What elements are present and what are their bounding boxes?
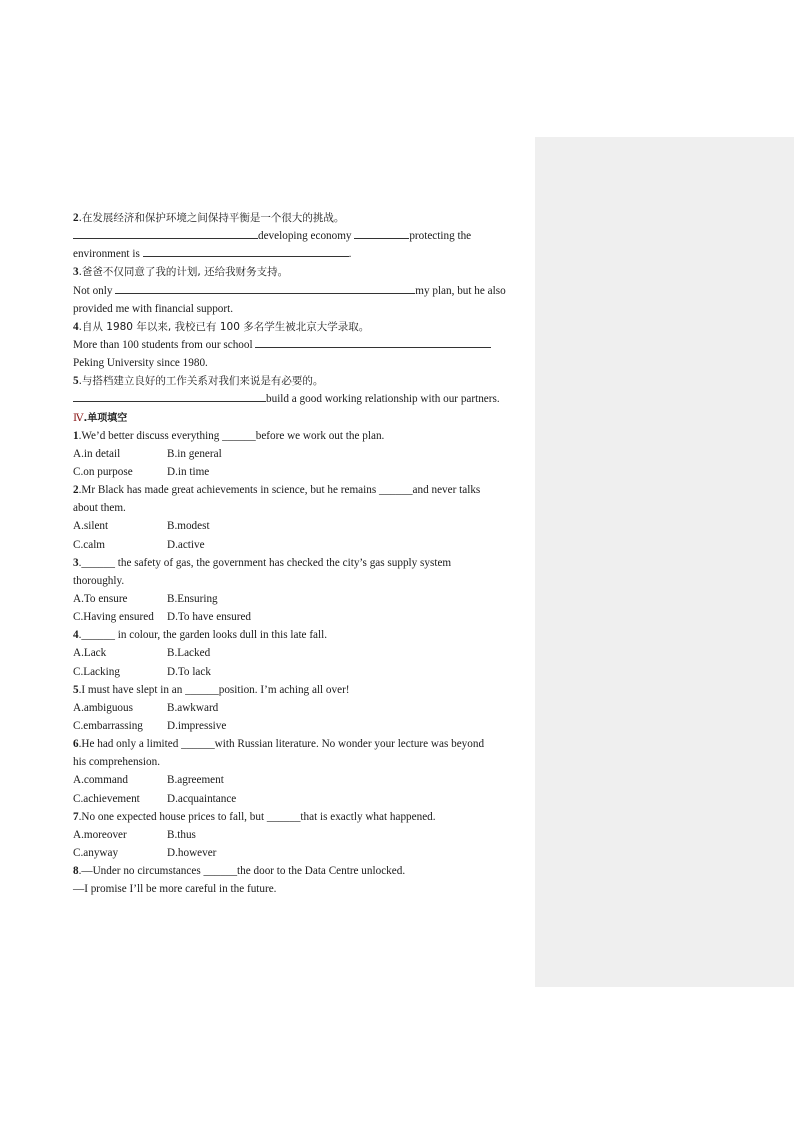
section-roman-numeral: Ⅳ xyxy=(73,412,84,424)
question-number: 7 xyxy=(73,810,79,823)
option-d[interactable]: D.To have ensured xyxy=(167,611,252,624)
mcq-question xyxy=(73,626,523,680)
options-row xyxy=(73,608,523,626)
option-a[interactable]: A.moreover xyxy=(73,828,127,841)
options-row xyxy=(73,463,523,481)
translation-q4-prompt xyxy=(73,318,523,336)
question-stem-line xyxy=(73,572,523,590)
chinese-prompt: .与搭档建立良好的工作关系对我们来说是有必要的。 xyxy=(78,375,324,388)
translation-q2-line1 xyxy=(73,227,523,245)
mcq-list xyxy=(73,427,523,862)
option-b[interactable]: B.Ensuring xyxy=(167,592,218,605)
question-number: 5 xyxy=(73,683,79,696)
question-stem: .I must have slept in an ______position. I’m aching all over! xyxy=(78,683,350,696)
translation-q3-line1 xyxy=(73,282,523,300)
option-c[interactable]: C.calm xyxy=(73,538,106,551)
mcq-question xyxy=(73,735,523,808)
answer-blank[interactable] xyxy=(143,245,349,257)
translation-q4-line1 xyxy=(73,336,523,354)
text: build a good working relationship with our partners. xyxy=(266,393,500,406)
text: Peking University since 1980. xyxy=(73,357,208,370)
option-d[interactable]: D.impressive xyxy=(167,719,227,732)
options-row xyxy=(73,644,523,662)
option-a[interactable]: A.command xyxy=(73,774,128,787)
options-row xyxy=(73,517,523,535)
question-number: 1 xyxy=(73,429,79,442)
text: Not only xyxy=(73,284,113,297)
mcq-question xyxy=(73,808,523,862)
question-stem: thoroughly. xyxy=(73,574,125,587)
option-c[interactable]: C.on purpose xyxy=(73,465,133,478)
options-row xyxy=(73,844,523,862)
option-c[interactable]: C.anyway xyxy=(73,846,119,859)
options-row xyxy=(73,663,523,681)
text: More than 100 students from our school xyxy=(73,338,253,351)
question-stem: about them. xyxy=(73,502,126,515)
section-title: .单项填空 xyxy=(83,412,128,424)
chinese-prompt: .自从 1980 年以来, 我校已有 100 多名学生被北京大学录取。 xyxy=(78,320,370,333)
text: environment is xyxy=(73,248,140,261)
question-number: 6 xyxy=(73,738,79,751)
option-c[interactable]: C.embarrassing xyxy=(73,719,143,732)
text: developing economy xyxy=(258,230,352,243)
question-number: 4 xyxy=(73,629,79,642)
options-row xyxy=(73,536,523,554)
answer-blank[interactable] xyxy=(255,336,491,348)
mcq-question xyxy=(73,554,523,627)
mcq-question xyxy=(73,681,523,735)
question-stem-line xyxy=(73,499,523,517)
option-b[interactable]: B.agreement xyxy=(167,774,224,787)
text: my plan, but he also xyxy=(415,284,506,297)
question-number: 8 xyxy=(73,865,79,878)
question-stem: .______ in colour, the garden looks dull in this late fall. xyxy=(78,629,328,642)
option-b[interactable]: B.Lacked xyxy=(167,647,211,660)
option-d[interactable]: D.To lack xyxy=(167,665,211,678)
question-stem: .We’d better discuss everything ______before we work out the plan. xyxy=(78,429,385,442)
translation-q3-prompt xyxy=(73,263,523,281)
question-number: 3 xyxy=(73,556,79,569)
translation-q2-prompt xyxy=(73,209,523,227)
text: provided me with financial support. xyxy=(73,302,234,315)
section-heading xyxy=(73,409,523,427)
mcq-question xyxy=(73,481,523,554)
options-row xyxy=(73,445,523,463)
text: protecting the xyxy=(409,230,472,243)
question-stem-line xyxy=(73,626,523,644)
option-d[interactable]: D.however xyxy=(167,846,217,859)
option-b[interactable]: B.awkward xyxy=(167,701,219,714)
question-stem-line xyxy=(73,753,523,771)
options-row xyxy=(73,590,523,608)
question-stem: .Mr Black has made great achievements in science, but he remains ______and never talks xyxy=(78,484,481,497)
options-row xyxy=(73,826,523,844)
mcq-question xyxy=(73,427,523,481)
option-b[interactable]: B.thus xyxy=(167,828,196,841)
answer-blank[interactable] xyxy=(354,227,409,239)
question-stem-line xyxy=(73,735,523,753)
mcq-question-8-reply xyxy=(73,880,523,898)
chinese-prompt: .爸爸不仅同意了我的计划, 还给我财务支持。 xyxy=(78,266,289,279)
chinese-prompt: .在发展经济和保护环境之间保持平衡是一个很大的挑战。 xyxy=(78,212,345,224)
options-row xyxy=(73,699,523,717)
translation-q5-prompt xyxy=(73,372,523,390)
mcq-question-8 xyxy=(73,862,523,880)
translation-q5-line1 xyxy=(73,390,523,408)
option-a[interactable]: A.ambiguous xyxy=(73,701,133,714)
option-c[interactable]: C.Lacking xyxy=(73,665,120,678)
option-d[interactable]: D.active xyxy=(167,538,205,551)
option-b[interactable]: B.in general xyxy=(167,447,222,460)
text: . xyxy=(348,248,352,261)
document-body xyxy=(73,209,523,898)
question-stem-line xyxy=(73,681,523,699)
question-stem-line xyxy=(73,427,523,445)
question-stem: .He had only a limited ______with Russian literature. No wonder your lecture was beyond xyxy=(78,738,485,751)
question-stem-line xyxy=(73,554,523,572)
options-row xyxy=(73,771,523,789)
option-d[interactable]: D.acquaintance xyxy=(167,792,237,805)
question-number: 4 xyxy=(73,320,79,333)
option-a[interactable]: A.Lack xyxy=(73,647,107,660)
question-number: 2 xyxy=(73,212,79,224)
question-number: 3 xyxy=(73,266,79,279)
translation-q3-line2 xyxy=(73,300,523,318)
question-stem: his comprehension. xyxy=(73,756,160,769)
option-d[interactable]: D.in time xyxy=(167,465,210,478)
question-stem: .______ the safety of gas, the government has checked the city’s gas supply system xyxy=(78,556,452,569)
option-b[interactable]: B.modest xyxy=(167,520,210,533)
question-stem: .—Under no circumstances ______the door to the Data Centre unlocked. xyxy=(78,865,406,878)
translation-q4-line2 xyxy=(73,354,523,372)
answer-blank[interactable] xyxy=(73,390,266,402)
question-stem: .No one expected house prices to fall, but ______that is exactly what happened. xyxy=(78,810,436,823)
question-stem: —I promise I’ll be more careful in the future. xyxy=(73,883,277,896)
option-c[interactable]: C.Having ensured xyxy=(73,611,154,624)
option-a[interactable]: A.in detail xyxy=(73,447,121,460)
comment-pane xyxy=(535,137,794,987)
question-number: 2 xyxy=(73,484,79,497)
options-row xyxy=(73,717,523,735)
question-number: 5 xyxy=(73,375,79,388)
answer-blank[interactable] xyxy=(115,282,415,294)
answer-blank[interactable] xyxy=(73,227,258,239)
question-stem-line xyxy=(73,481,523,499)
options-row xyxy=(73,790,523,808)
option-a[interactable]: A.To ensure xyxy=(73,592,128,605)
translation-q2-line2 xyxy=(73,245,523,263)
question-stem-line xyxy=(73,808,523,826)
option-c[interactable]: C.achievement xyxy=(73,792,140,805)
option-a[interactable]: A.silent xyxy=(73,520,109,533)
